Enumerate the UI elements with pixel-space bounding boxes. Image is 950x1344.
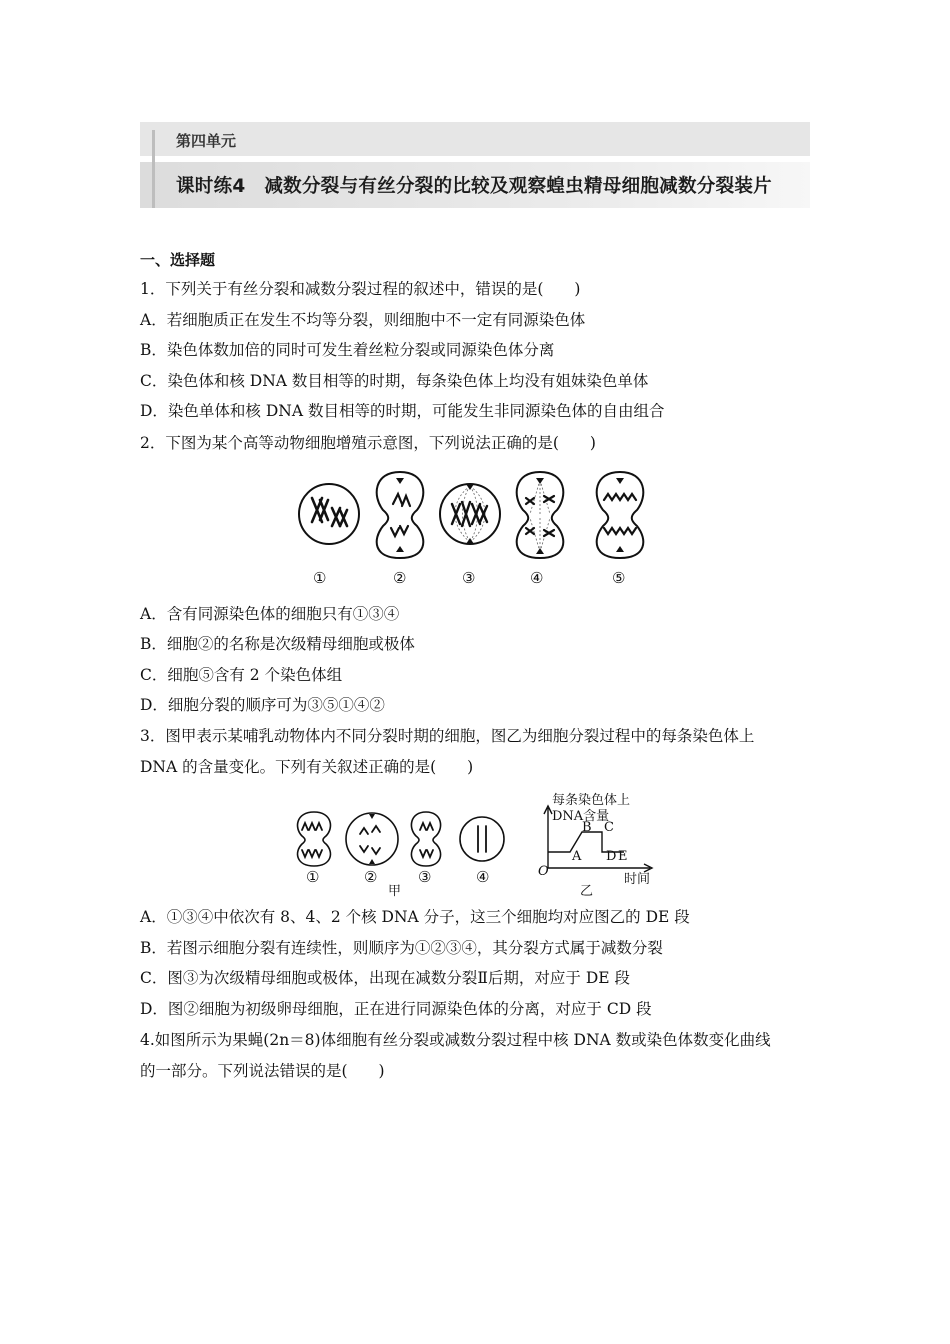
q2-option-b: B．细胞②的名称是次级精母细胞或极体 (140, 635, 415, 653)
q2-option-a: A．含有同源染色体的细胞只有①③④ (140, 605, 400, 623)
q3-option-a: A．①③④中依次有 8、4、2 个核 DNA 分子，这三个细胞均对应图乙的 DE 段 (140, 908, 690, 926)
q4-stem-line2: 的一部分。下列说法错误的是( ) (140, 1062, 385, 1080)
cell-division-figure (290, 466, 670, 564)
q2-option-d: D．细胞分裂的顺序可为③⑤①④② (140, 696, 385, 714)
fig2-label-2: ② (393, 569, 407, 587)
fig-jia-label-4: ④ (476, 868, 490, 886)
header-accent-line (152, 130, 155, 208)
fig2-label-1: ① (313, 569, 327, 587)
fig-jia-label-2: ② (364, 868, 378, 886)
graph-ylabel-line2: DNA含量 (552, 809, 610, 824)
header-bar-top (140, 122, 810, 156)
cell-5 (597, 472, 644, 558)
fig2-label-4: ④ (530, 569, 544, 587)
dna-content-graph (540, 804, 660, 876)
fig-jia-label-1: ① (306, 868, 320, 886)
unit-label: 第四单元 (176, 132, 237, 150)
graph-point-b: B (582, 820, 592, 835)
section-title: 一、选择题 (140, 251, 216, 269)
cell-2 (377, 472, 424, 558)
q1-stem: 1．下列关于有丝分裂和减数分裂过程的叙述中，错误的是( ) (140, 280, 581, 298)
fig-jia-caption: 甲 (388, 884, 402, 899)
q3-stem-line2: DNA 的含量变化。下列有关叙述正确的是( ) (140, 758, 474, 776)
lesson-title: 课时练4 减数分裂与有丝分裂的比较及观察蝗虫精母细胞减数分裂装片 (176, 176, 772, 197)
fig-jia-cells (290, 810, 510, 868)
graph-origin: O (538, 864, 549, 879)
fig-jia-label-3: ③ (418, 868, 432, 886)
q1-option-c: C．染色体和核 DNA 数目相等的时期，每条染色体上均没有姐妹染色单体 (140, 372, 649, 390)
fig2-label-3: ③ (462, 569, 476, 587)
q1-option-b: B．染色体数加倍的同时可发生着丝粒分裂或同源染色体分离 (140, 341, 555, 359)
cell-3 (440, 484, 500, 544)
q3-option-c: C．图③为次级精母细胞或极体，出现在减数分裂Ⅱ后期，对应于 DE 段 (140, 969, 630, 987)
graph-point-c: C (604, 820, 614, 835)
graph-caption: 乙 (580, 884, 594, 899)
cell-1 (299, 484, 359, 544)
q2-option-c: C．细胞⑤含有 2 个染色体组 (140, 666, 343, 684)
q1-option-a: A．若细胞质正在发生不均等分裂，则细胞中不一定有同源染色体 (140, 311, 586, 329)
graph-point-a: A (572, 849, 582, 864)
fig2-label-5: ⑤ (612, 569, 626, 587)
graph-xlabel: 时间 (624, 872, 651, 887)
graph-point-e: E (618, 849, 628, 864)
graph-ylabel-line1: 每条染色体上 (552, 793, 631, 808)
q4-stem-line1: 4.如图所示为果蝇(2n＝8)体细胞有丝分裂或减数分裂过程中核 DNA 数或染色体数变化曲线 (140, 1031, 771, 1049)
q3-stem-line1: 3．图甲表示某哺乳动物体内不同分裂时期的细胞，图乙为细胞分裂过程中的每条染色体上 (140, 727, 755, 745)
q2-stem: 2．下图为某个高等动物细胞增殖示意图，下列说法正确的是( ) (140, 434, 596, 452)
unit-header (140, 122, 810, 214)
graph-point-d: D (606, 849, 617, 864)
q3-option-d: D．图②细胞为初级卵母细胞，正在进行同源染色体的分离，对应于 CD 段 (140, 1000, 652, 1018)
q1-option-d: D．染色单体和核 DNA 数目相等的时期，可能发生非同源染色体的自由组合 (140, 402, 665, 420)
q3-option-b: B．若图示细胞分裂有连续性，则顺序为①②③④，其分裂方式属于减数分裂 (140, 939, 663, 957)
